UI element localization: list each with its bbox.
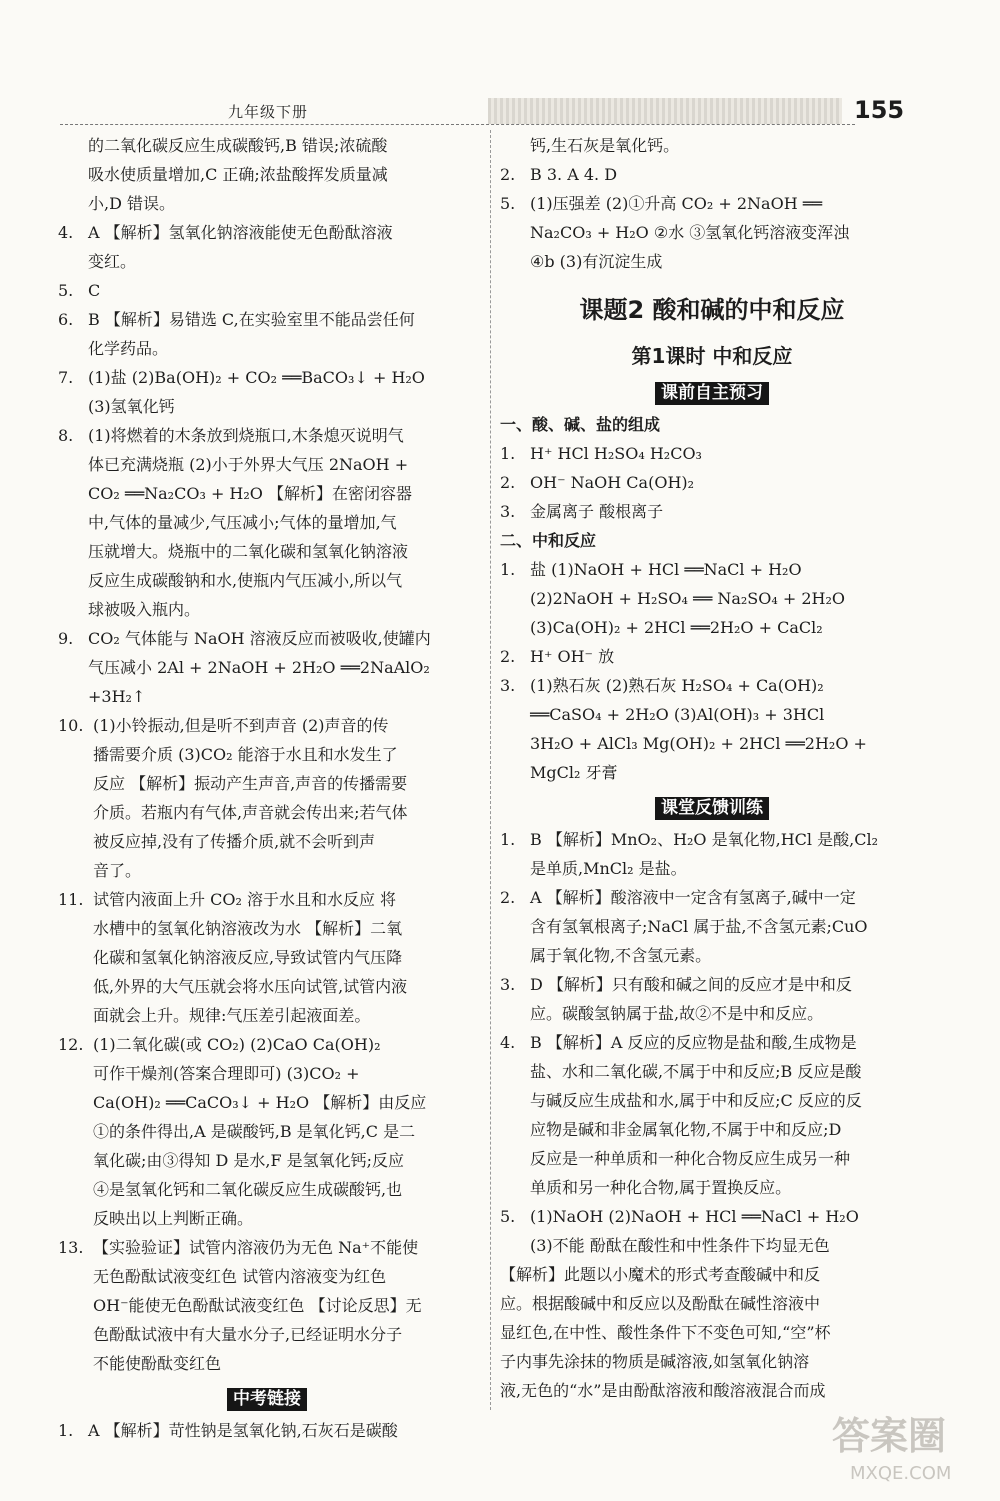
answer-item: [58, 1416, 476, 1445]
answer-number: 3.: [500, 676, 516, 695]
banner-feedback: 课堂反馈训练: [655, 797, 769, 820]
answer-number: 13.: [58, 1238, 84, 1257]
answer-line: 【实验验证】试管内溶液仍为无色 Na⁺不能使: [93, 1238, 419, 1257]
answer-line: 盐 (1)NaOH + HCl ══NaCl + H₂O: [530, 560, 802, 579]
answer-number: 5.: [500, 194, 516, 213]
answer-line: 介质。若瓶内有气体,声音就会传出来;若气体: [93, 803, 408, 822]
analysis-line: 显红色,在中性、酸性条件下不变色可知,“空”杯: [500, 1323, 831, 1342]
answer-item: [58, 421, 476, 624]
answer-line: 体已充满烧瓶 (2)小于外界大气压 2NaOH +: [88, 455, 409, 474]
answer-line: 压就增大。烧瓶中的二氧化碳和氢氧化钠溶液: [88, 542, 409, 561]
answer-line: 低,外界的大气压就会将水压向试管,试管内液: [93, 977, 408, 996]
answer-line: 单质和另一种化合物,属于置换反应。: [530, 1178, 792, 1197]
page-header: [0, 0, 1000, 130]
header-band: [488, 98, 842, 124]
answer-item: [500, 825, 924, 883]
answer-number: 11.: [58, 890, 84, 909]
watermark-url: MXQE.COM: [850, 1463, 952, 1484]
answer-item: [500, 671, 924, 787]
answer-line: B 【解析】A 反应的反应物是盐和酸,生成物是: [530, 1033, 857, 1052]
answer-line: CO₂ ══Na₂CO₃ + H₂O 【解析】在密闭容器: [88, 484, 413, 503]
banner-exam-link: 中考链接: [227, 1388, 307, 1411]
lesson-title: 课题2 酸和碱的中和反应: [579, 296, 845, 324]
answer-line: 金属离子 酸根离子: [530, 502, 664, 521]
answer-line: 色酚酞试液中有大量水分子,已经证明水分子: [93, 1325, 403, 1344]
answer-line: MgCl₂ 牙膏: [530, 763, 618, 782]
answer-number: 10.: [58, 716, 84, 735]
answer-line: D 【解析】只有酸和碱之间的反应才是中和反: [530, 975, 852, 994]
answer-item: [500, 883, 924, 970]
answer-number: 1.: [500, 444, 516, 463]
answer-line: Ca(OH)₂ ══CaCO₃↓ + H₂O 【解析】由反应: [93, 1093, 427, 1112]
answer-number: 2.: [500, 888, 516, 907]
banner-preview: 课前自主预习: [655, 382, 769, 405]
answer-line: A 【解析】酸溶液中一定含有氢离子,碱中一定: [530, 888, 856, 907]
answer-item: [500, 131, 924, 160]
answer-line: A 【解析】氢氧化钠溶液能使无色酚酞溶液: [88, 223, 393, 242]
page-number: 155: [854, 96, 905, 124]
answer-line: CO₂ 气体能与 NaOH 溶液反应而被吸收,使罐内: [88, 629, 431, 648]
header-rule: [60, 124, 855, 125]
answer-line: 反应 【解析】振动产生声音,声音的传播需要: [93, 774, 408, 793]
answer-item: [500, 642, 924, 671]
section-heading-neutralization: 二、中和反应: [500, 531, 597, 550]
answer-line: (1)熟石灰 (2)熟石灰 H₂SO₄ + Ca(OH)₂: [530, 676, 824, 695]
answer-line: A 【解析】苛性钠是氢氧化钠,石灰石是碳酸: [88, 1421, 398, 1440]
answer-line: 变红。: [88, 252, 137, 271]
answer-line: (3)Ca(OH)₂ + 2HCl ══2H₂O + CaCl₂: [530, 618, 823, 637]
answer-number: 2.: [500, 647, 516, 666]
answer-line: (1)压强差 (2)①升高 CO₂ + 2NaOH ══: [530, 194, 822, 213]
answer-number: 5.: [58, 281, 74, 300]
answer-line: 吸水使质量增加,C 正确;浓盐酸挥发质量减: [88, 165, 388, 184]
answer-number: 5.: [500, 1207, 516, 1226]
answer-line: 应物是碱和非金属氧化物,不属于中和反应;D: [530, 1120, 842, 1139]
answer-line: 可作干燥剂(答案合理即可) (3)CO₂ +: [93, 1064, 360, 1083]
answer-line: ══CaSO₄ + 2H₂O (3)Al(OH)₃ + 3HCl: [530, 705, 825, 724]
answer-item: [500, 439, 924, 468]
answer-line: 中,气体的量减少,气压减小;气体的量增加,气: [88, 513, 397, 532]
answer-number: 12.: [58, 1035, 84, 1054]
answer-line: 氧化碳;由③得知 D 是水,F 是氢氧化钙;反应: [93, 1151, 405, 1170]
column-divider: [490, 130, 491, 1410]
answer-line: 反应生成碳酸钠和水,使瓶内气压减小,所以气: [88, 571, 403, 590]
answer-line: 化碳和氢氧化钠溶液反应,导致试管内气压降: [93, 948, 403, 967]
answer-number: 3.: [500, 975, 516, 994]
answer-line: 反应是一种单质和一种化合物反应生成另一种: [530, 1149, 851, 1168]
answer-item: [500, 1028, 924, 1202]
answer-line: 音了。: [93, 861, 142, 880]
answer-line: 气压减小 2Al + 2NaOH + 2H₂O ══2NaAlO₂: [88, 658, 430, 677]
answer-line: B 3. A 4. D: [530, 165, 618, 184]
answer-line: 面就会上升。规律:气压差引起液面差。: [93, 1006, 371, 1025]
answer-line: 球被吸入瓶内。: [88, 600, 201, 619]
answer-item: [500, 189, 924, 276]
answer-line: 化学药品。: [88, 339, 169, 358]
answer-line: ④b (3)有沉淀生成: [530, 252, 663, 271]
answer-item: [58, 885, 476, 1030]
feedback-analysis: [500, 1260, 924, 1405]
answer-item: [58, 624, 476, 711]
analysis-line: 应。根据酸碱中和反应以及酚酞在碱性溶液中: [500, 1294, 821, 1313]
answer-number: 3.: [500, 502, 516, 521]
answer-line: 的二氧化碳反应生成碳酸钙,B 错误;浓硫酸: [88, 136, 388, 155]
answer-item: [58, 131, 476, 218]
answer-line: 与碱反应生成盐和水,属于中和反应;C 反应的反: [530, 1091, 862, 1110]
answer-line: B 【解析】易错选 C,在实验室里不能品尝任何: [88, 310, 415, 329]
answer-line: (1)盐 (2)Ba(OH)₂ + CO₂ ══BaCO₃↓ + H₂O: [88, 368, 425, 387]
answer-line: 不能使酚酞变红色: [93, 1354, 222, 1373]
answer-number: 9.: [58, 629, 74, 648]
answer-line: 播需要介质 (3)CO₂ 能溶于水且和水发生了: [93, 745, 398, 764]
answer-item: [58, 1030, 476, 1233]
answer-line: 无色酚酞试液变红色 试管内溶液变为红色: [93, 1267, 387, 1286]
answer-number: 2.: [500, 165, 516, 184]
answer-number: 6.: [58, 310, 74, 329]
answer-line: 3H₂O + AlCl₃ Mg(OH)₂ + 2HCl ══2H₂O +: [530, 734, 867, 753]
answer-line: H⁺ OH⁻ 放: [530, 647, 615, 666]
analysis-line: 液,无色的“水”是由酚酞溶液和酸溶液混合而成: [500, 1381, 826, 1400]
watermark-logo: [822, 1405, 992, 1485]
answer-item: [58, 711, 476, 885]
answer-line: 试管内液面上升 CO₂ 溶于水且和水反应 将: [93, 890, 397, 909]
answer-line: C: [88, 281, 101, 300]
answer-item: [500, 1202, 924, 1260]
answer-item: [500, 497, 924, 526]
analysis-line: 子内事先涂抹的物质是碱溶液,如氢氧化钠溶: [500, 1352, 810, 1371]
answer-line: OH⁻ NaOH Ca(OH)₂: [530, 473, 695, 492]
answer-line: 含有氢氧根离子;NaCl 属于盐,不含氢元素;CuO: [530, 917, 868, 936]
answer-line: 反映出以上判断正确。: [93, 1209, 254, 1228]
answer-number: 7.: [58, 368, 74, 387]
answer-number: 2.: [500, 473, 516, 492]
answer-item: [500, 555, 924, 642]
answer-line: 应。碳酸氢钠属于盐,故②不是中和反应。: [530, 1004, 824, 1023]
answer-line: ④是氢氧化钙和二氧化碳反应生成碳酸钙,也: [93, 1180, 403, 1199]
answer-line: 被反应掉,没有了传播介质,就不会听到声: [93, 832, 376, 851]
answer-number: 1.: [58, 1421, 74, 1440]
grade-label: 九年级下册: [228, 103, 309, 121]
right-column: [500, 131, 924, 1405]
analysis-line: 【解析】此题以小魔术的形式考查酸碱中和反: [500, 1265, 821, 1284]
answer-number: 1.: [500, 830, 516, 849]
section-heading-composition: 一、酸、碱、盐的组成: [500, 415, 661, 434]
answer-line: 盐、水和二氧化碳,不属于中和反应;B 反应是酸: [530, 1062, 862, 1081]
answer-item: [58, 1233, 476, 1378]
answer-item: [500, 970, 924, 1028]
answer-item: [500, 160, 924, 189]
answer-line: (1)NaOH (2)NaOH + HCl ══NaCl + H₂O: [530, 1207, 859, 1226]
answer-number: 4.: [58, 223, 74, 242]
answer-item: [500, 468, 924, 497]
answer-line: 属于氧化物,不含氢元素。: [530, 946, 712, 965]
answer-line: H⁺ HCl H₂SO₄ H₂CO₃: [530, 444, 702, 463]
answer-line: 小,D 错误。: [88, 194, 176, 213]
answer-line: (1)将燃着的木条放到烧瓶口,木条熄灭说明气: [88, 426, 404, 445]
class-title: 第1课时 中和反应: [631, 344, 793, 368]
answer-item: [58, 218, 476, 276]
answer-number: 8.: [58, 426, 74, 445]
answer-line: (3)氢氧化钙: [88, 397, 175, 416]
answer-line: Na₂CO₃ + H₂O ②水 ③氢氧化钙溶液变浑浊: [530, 223, 850, 242]
answer-line: (3)不能 酚酞在酸性和中性条件下均显无色: [530, 1236, 830, 1255]
answer-line: B 【解析】MnO₂、H₂O 是氧化物,HCl 是酸,Cl₂: [530, 830, 878, 849]
answer-item: [58, 276, 476, 305]
answer-line: +3H₂↑: [88, 687, 146, 706]
answer-line: 钙,生石灰是氧化钙。: [530, 136, 680, 155]
left-column: [58, 131, 476, 1445]
watermark-text: 答案圈: [832, 1414, 947, 1458]
answer-line: 是单质,MnCl₂ 是盐。: [530, 859, 687, 878]
answer-number: 4.: [500, 1033, 516, 1052]
answer-number: 1.: [500, 560, 516, 579]
answer-line: OH⁻能使无色酚酞试液变红色 【讨论反思】无: [93, 1296, 422, 1315]
answer-line: (2)2NaOH + H₂SO₄ ══ Na₂SO₄ + 2H₂O: [530, 589, 846, 608]
answer-item: [58, 363, 476, 421]
answer-item: [58, 305, 476, 363]
answer-line: ①的条件得出,A 是碳酸钙,B 是氧化钙,C 是二: [93, 1122, 416, 1141]
answer-line: (1)二氧化碳(或 CO₂) (2)CaO Ca(OH)₂: [93, 1035, 381, 1054]
answer-line: (1)小铃振动,但是听不到声音 (2)声音的传: [93, 716, 389, 735]
answer-line: 水槽中的氢氧化钠溶液改为水 【解析】二氧: [93, 919, 403, 938]
